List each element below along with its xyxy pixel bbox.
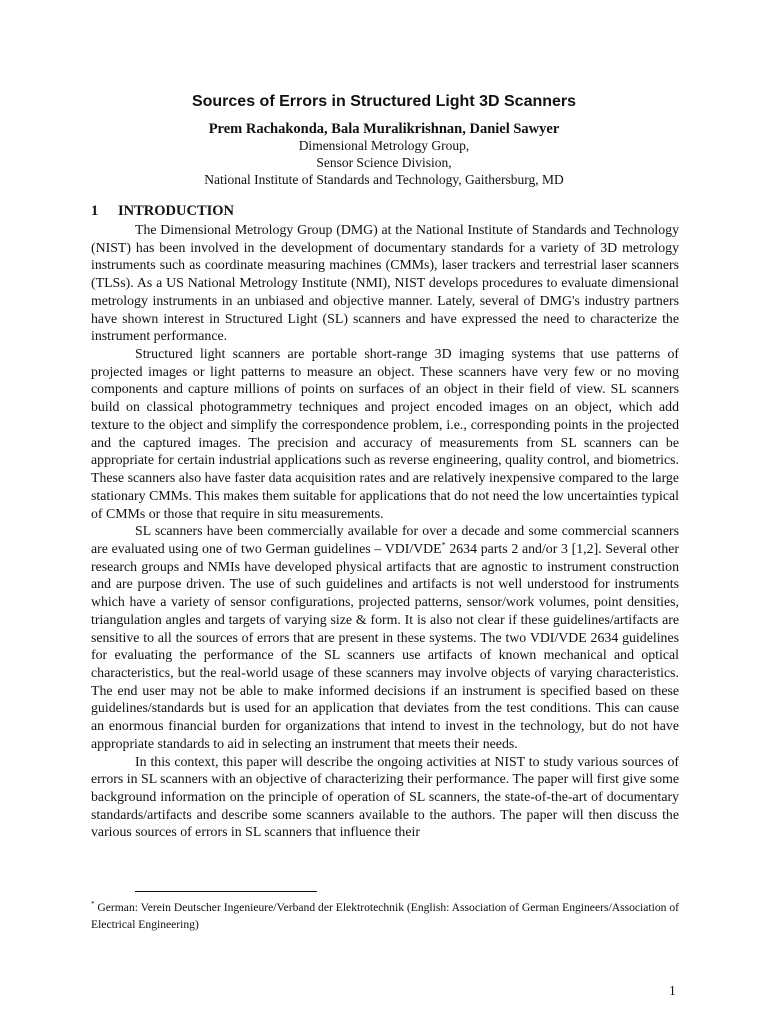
paragraph-3-rest: 2634 parts 2 and/or 3 [1,2]. Several other research groups and NMIs have developed physical artifacts that are agnostic to instrument construction and are purpose driven. The use of such guidelines and artifacts is not well understood for instruments which have a variety of sensor configurations, projected patterns, sensor/work volumes, point densities, triangulation angles and targets of varying size & form. It is also not clear if these guidelines/artifacts are sensitive to all the sources of errors that are present in these systems. The two VDI/VDE 2634 guidelines for evaluating the performance of the SL scanners use artifacts of known mechanical and optical characteristics, but the real-world usage of these scanners may involve objects of varying characteristics. The end user may not be able to make informed decisions if an instrument is specified based on these guidelines/standards but is used for an application that deviates from the test conditions. This can cause an enormous financial burden for organizations that intend to invest in the technology, but do not have appropriate standards to aid in selecting an instrument that meets their needs. [91,540,680,751]
affiliation-line-institute: National Institute of Standards and Technology, Gaithersburg, MD [204,172,564,187]
section-heading [91,202,234,220]
affiliation-line-group: Dimensional Metrology Group, [298,138,470,153]
footnote-mark: * [91,900,95,909]
footnote-reference-mark: * [441,540,446,550]
affiliation-line-division: Sensor Science Division, [316,155,452,170]
section-title: INTRODUCTION [118,203,235,219]
footnote [91,899,679,933]
paragraph-4: In this context, this paper will describe the ongoing activities at NIST to study various sources of errors in SL scanners with an objective of characterizing their performance. The paper will first give some background information on the principle of operation of SL scanners, the state-of-the-art of documentary standards/artifacts and describe some scanners available to the authors. The paper will then discuss the various sources of errors in SL scanners that influence their [91,753,679,840]
section-number: 1 [91,203,99,219]
author-list: Prem Rachakonda, Bala Muralikrishnan, Daniel Sawyer [208,121,560,137]
paper-title: Sources of Errors in Structured Light 3D Scanners [191,93,577,110]
footnote-separator [135,891,317,892]
paragraph-3-start: SL scanners have been commercially available for over a decade and some commercial scanners are evaluated using one of two German guidelines – VDI/VDE [91,523,679,556]
paragraph-3 [91,522,679,752]
paragraph-1: The Dimensional Metrology Group (DMG) at the National Institute of Standards and Technology (NIST) has been involved in the development of documentary standards for a variety of 3D metrology instruments such as coordinate measuring machines (CMMs), laser trackers and terrestrial laser scanners (TLSs). As a US National Metrology Institute (NMI), NIST develops procedures to evaluate dimensional metrology instruments in an unbiased and objective manner. Lately, several of DMG's industry partners have shown interest in Structured Light (SL) scanners and have expressed the need to characterize the instrument performance. [91,222,679,344]
body-text [91,221,679,841]
paragraph-2: Structured light scanners are portable short-range 3D imaging systems that use patterns of projected images or light patterns to measure an object. These scanners have very few or no moving components and capture millions of points on surfaces of an object in their field of view. SL scanners build on classical photogrammetry techniques and project encoded images on an object, which add texture to the object and simplify the correspondence problem, i.e., corresponding points in the projected and the captured images. The precision and accuracy of measurements from SL scanners can be appropriate for certain industrial applications such as reverse engineering, quality control, and biometrics. These scanners also have faster data acquisition rates and are relatively inexpensive compared to the large stationary CMMs. This makes them suitable for applications that do not need the low uncertainties typical of CMMs or those that require in situ measurements. [91,346,679,521]
footnote-text: German: Verein Deutscher Ingenieure/Verband der Elektrotechnik (English: Association of German Engineers/Association of Electrical Engineering) [91,901,679,931]
page-number: 1 [669,983,676,998]
